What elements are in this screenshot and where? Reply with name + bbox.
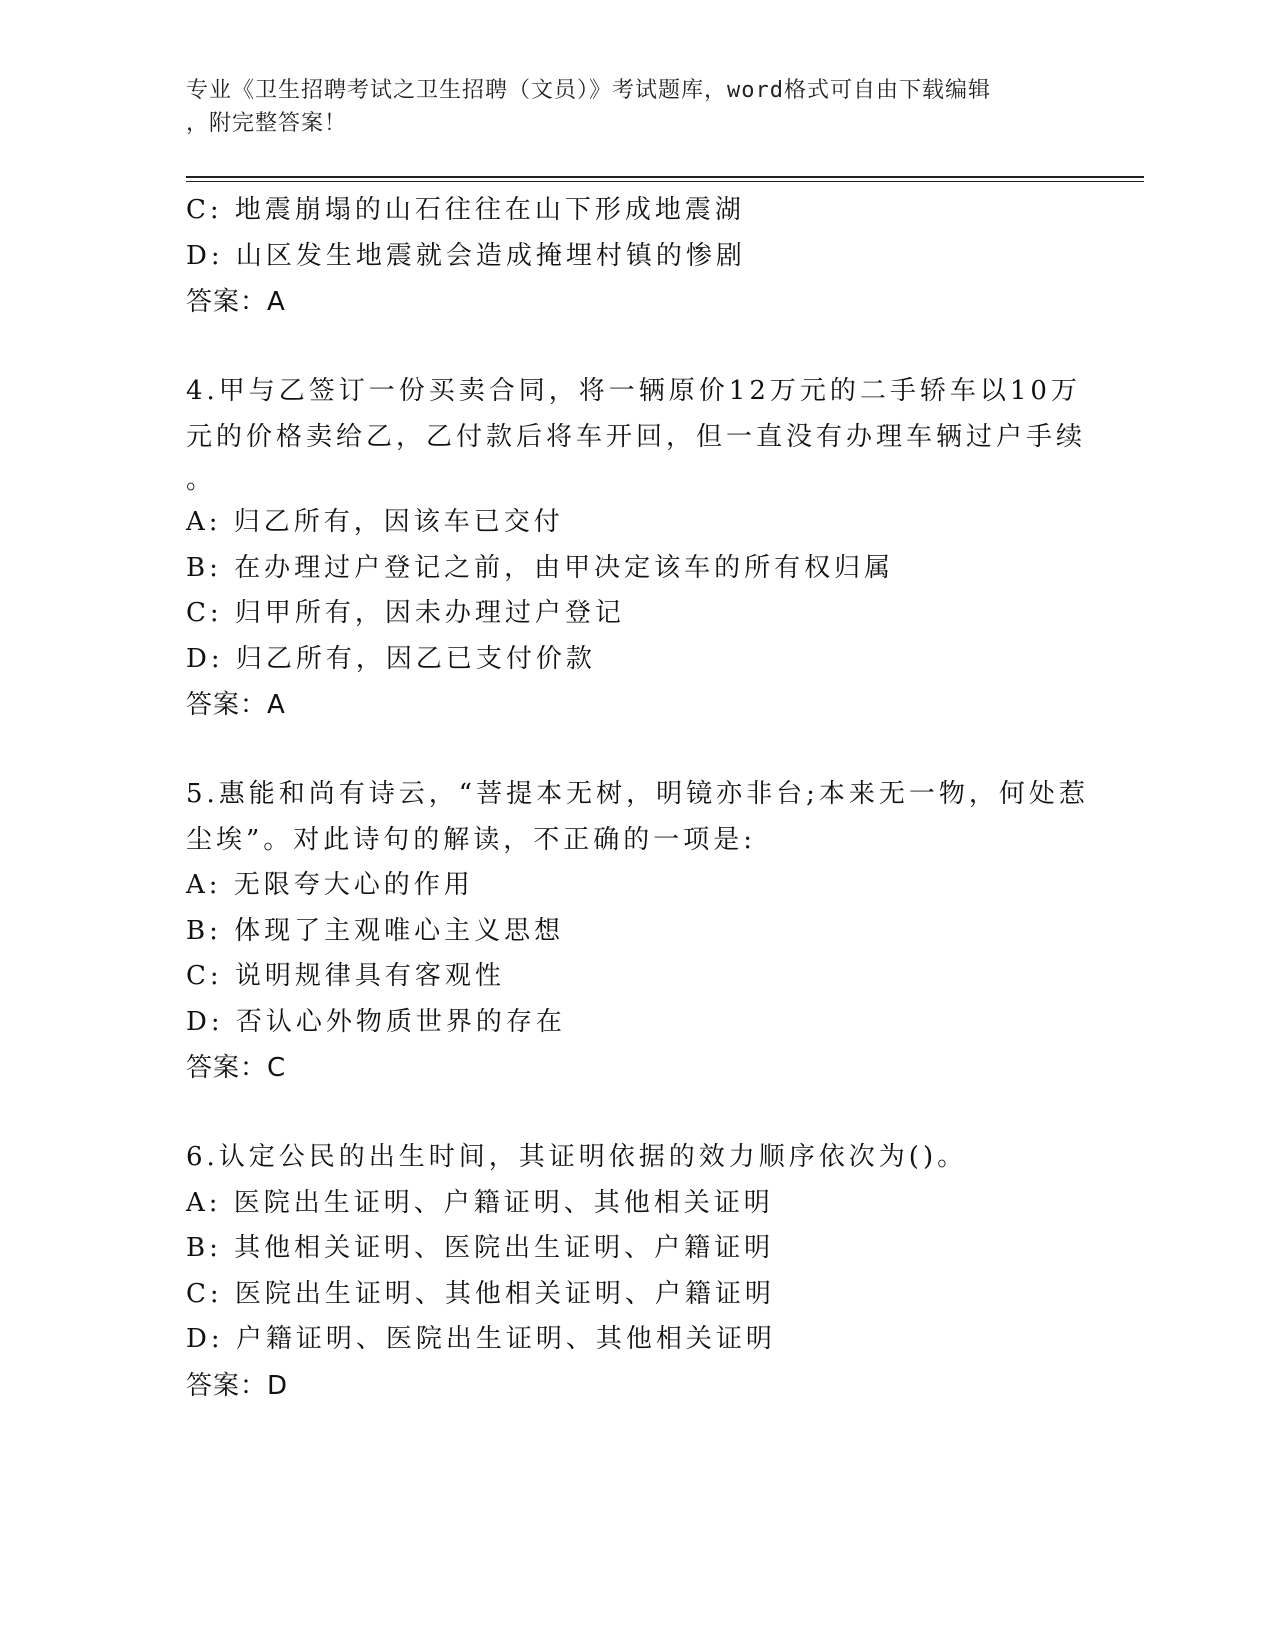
answer-line: 答案：A bbox=[186, 690, 286, 720]
document-header bbox=[186, 74, 1066, 140]
question-text-line: 6.认定公民的出生时间，其证明依据的效力顺序依次为()。 bbox=[186, 1142, 968, 1172]
answer-line: 答案：C bbox=[186, 1053, 287, 1083]
header-line-2: ，附完整答案！ bbox=[186, 111, 348, 136]
header-divider-thin bbox=[186, 181, 1144, 182]
option-c: C: 地震崩塌的山石往往在山下形成地震湖 bbox=[186, 195, 745, 225]
option-b: B: 体现了主观唯心主义思想 bbox=[186, 915, 565, 946]
option-b: B: 在办理过户登记之前，由甲决定该车的所有权归属 bbox=[186, 552, 895, 583]
question-6 bbox=[186, 1135, 1086, 1409]
answer-line: 答案：A bbox=[186, 287, 286, 317]
question-text-line: 。 bbox=[186, 465, 217, 495]
option-d: D: 否认心外物质世界的存在 bbox=[186, 1006, 566, 1037]
option-d: D: 归乙所有，因乙已支付价款 bbox=[186, 643, 596, 674]
question-3-tail bbox=[186, 188, 1086, 325]
question-text-line: 5.惠能和尚有诗云，“菩提本无树，明镜亦非台;本来无一物，何处惹 bbox=[186, 779, 1089, 809]
option-c: C: 说明规律具有客观性 bbox=[186, 961, 505, 991]
header-divider bbox=[186, 176, 1144, 178]
option-a: A: 归乙所有，因该车已交付 bbox=[186, 507, 564, 537]
option-a: A: 无限夸大心的作用 bbox=[186, 870, 474, 900]
option-b: B: 其他相关证明、医院出生证明、户籍证明 bbox=[186, 1233, 775, 1263]
question-5 bbox=[186, 772, 1089, 1091]
option-a: A: 医院出生证明、户籍证明、其他相关证明 bbox=[186, 1187, 774, 1218]
option-d: D: 山区发生地震就会造成掩埋村镇的惨剧 bbox=[186, 240, 746, 271]
question-list bbox=[186, 188, 1089, 1409]
option-c: C: 归甲所有，因未办理过户登记 bbox=[186, 598, 625, 628]
question-text-line: 尘埃”。对此诗句的解读，不正确的一项是: bbox=[186, 824, 757, 855]
option-d: D: 户籍证明、医院出生证明、其他相关证明 bbox=[186, 1324, 776, 1354]
question-text-line: 4.甲与乙签订一份买卖合同，将一辆原价12万元的二手轿车以10万 bbox=[186, 376, 1081, 406]
question-4 bbox=[186, 369, 1086, 728]
question-text-line: 元的价格卖给乙，乙付款后将车开回，但一直没有办理车辆过户手续 bbox=[186, 421, 1087, 452]
answer-line: 答案：D bbox=[186, 1370, 289, 1401]
option-c: C: 医院出生证明、其他相关证明、户籍证明 bbox=[186, 1278, 775, 1309]
header-line-1: 专业《卫生招聘考试之卫生招聘（文员）》考试题库，word格式可自由下载编辑 bbox=[186, 78, 991, 103]
